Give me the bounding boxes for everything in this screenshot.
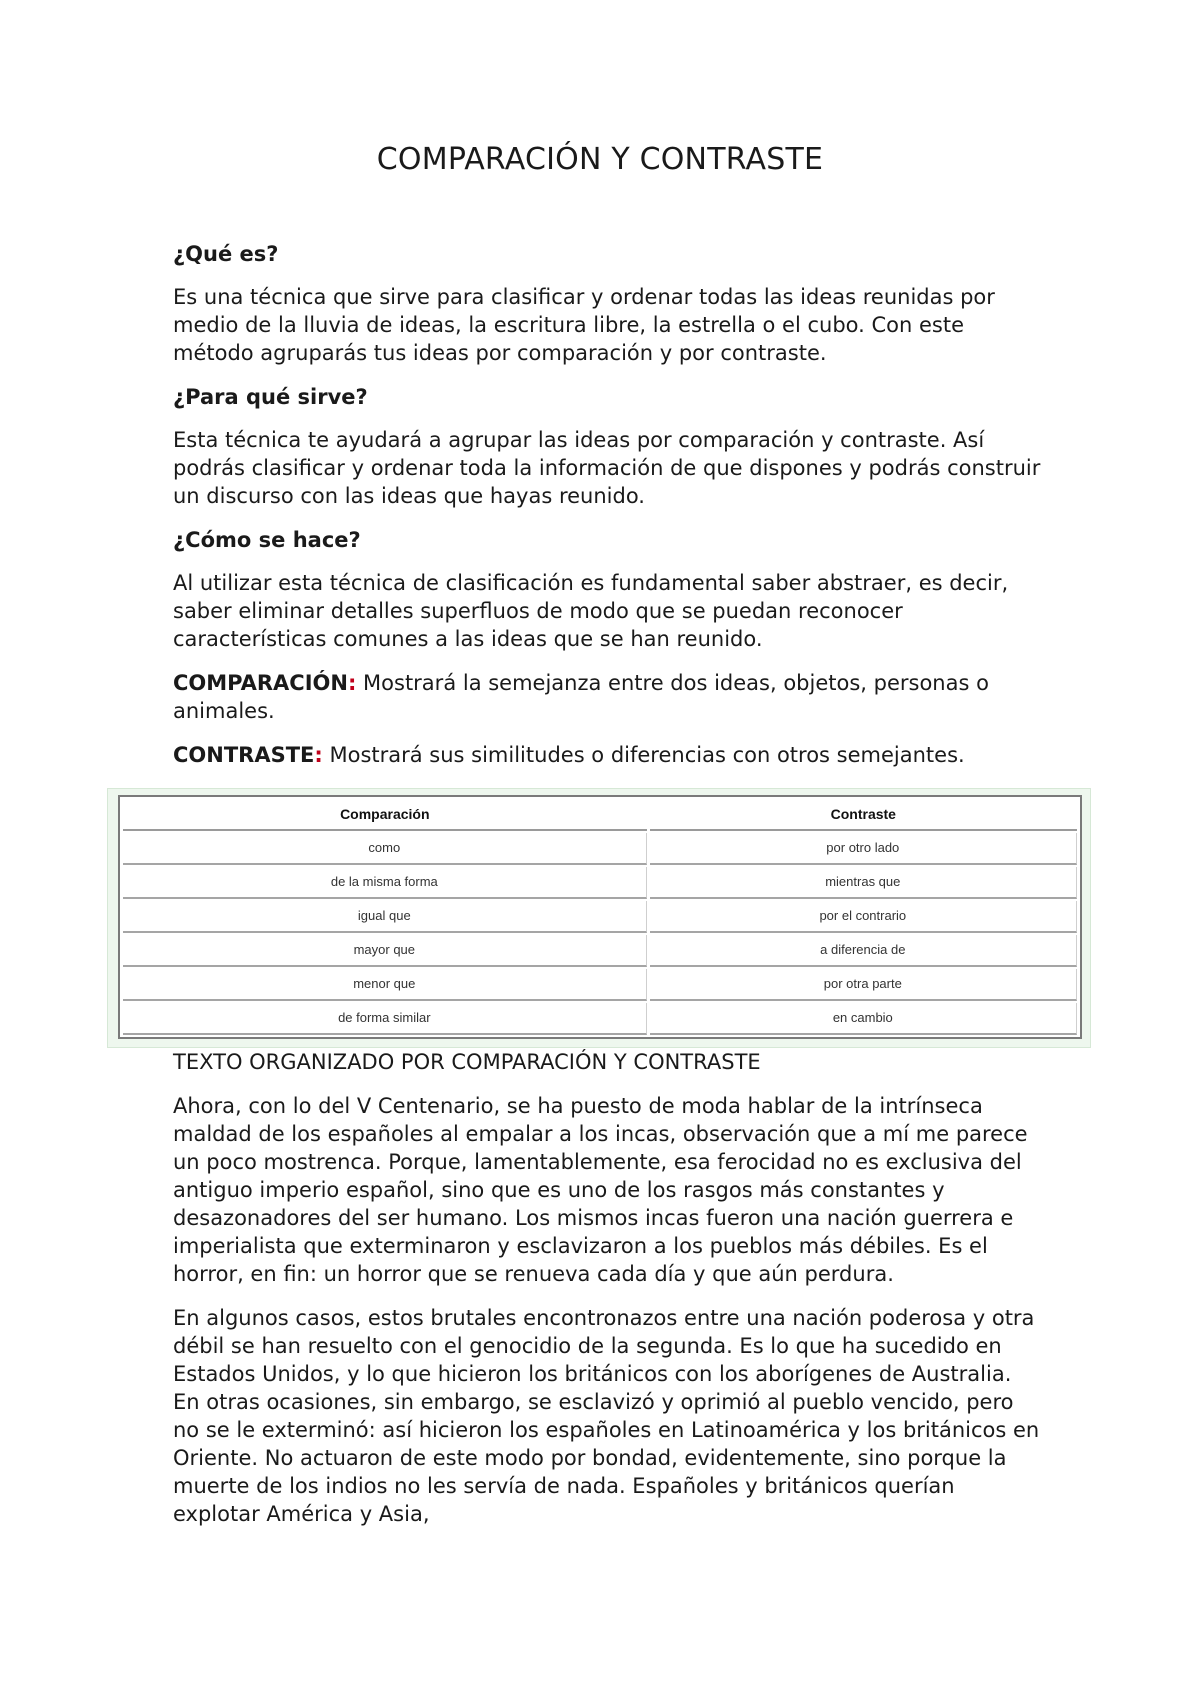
table-cell: de forma similar: [123, 1003, 647, 1035]
definition-text: Mostrará la semejanza entre dos ideas, objetos, personas o animales.: [173, 671, 989, 723]
table-row: [123, 935, 1077, 967]
table-row: [123, 969, 1077, 1001]
page-title: COMPARACIÓN Y CONTRASTE: [376, 142, 824, 177]
table-row: [123, 833, 1077, 865]
section-heading-que-es: ¿Qué es?: [173, 242, 279, 266]
definition-comparacion: [173, 669, 1043, 725]
table-cell: en cambio: [650, 1003, 1077, 1035]
connectors-table-container: [107, 788, 1091, 1048]
table-cell: por otra parte: [650, 969, 1077, 1001]
section-heading-como-se-hace: ¿Cómo se hace?: [173, 528, 361, 552]
table-cell: mayor que: [123, 935, 647, 967]
table-cell: por otro lado: [650, 833, 1077, 865]
section-text-que-es: Es una técnica que sirve para clasificar y ordenar todas las ideas reunidas por medio de la lluvia de ideas, la escritura libre, la estrella o el cubo. Con este método agruparás tus ideas por comparación y por contraste.: [173, 285, 995, 365]
definition-term: CONTRASTE: [173, 743, 315, 767]
table-row: [123, 901, 1077, 933]
connectors-table: [118, 795, 1082, 1039]
definition-term: COMPARACIÓN: [173, 671, 348, 695]
document-body: [173, 240, 1043, 1544]
table-cell: igual que: [123, 901, 647, 933]
column-header-comparacion: Comparación: [123, 799, 647, 831]
column-header-contraste: Contraste: [650, 799, 1077, 831]
section-heading-para-que-sirve: ¿Para qué sirve?: [173, 385, 368, 409]
table-cell: por el contrario: [650, 901, 1077, 933]
table-cell: mientras que: [650, 867, 1077, 899]
text-paragraph: En algunos casos, estos brutales encontronazos entre una nación poderosa y otra débil se han resuelto con el genocidio de la segunda. Es lo que ha sucedido en Estados Unidos, y lo que hicieron los británicos con los aborígenes de Australia. En otras ocasiones, sin embargo, se esclavizó y oprimió al pueblo vencido, pero no se le exterminó: así hicieron los españoles en Latinoamérica y los británicos en Oriente. No actuaron de este modo por bondad, evidentemente, sino porque la muerte de los indios no les servía de nada. Españoles y británicos querían explotar América y Asia,: [173, 1306, 1040, 1526]
table-header-row: [123, 799, 1077, 831]
table-cell: de la misma forma: [123, 867, 647, 899]
table-row: [123, 1003, 1077, 1035]
definition-colon: :: [314, 743, 323, 767]
text-section-heading: TEXTO ORGANIZADO POR COMPARACIÓN Y CONTRASTE: [173, 1050, 761, 1074]
table-cell: a diferencia de: [650, 935, 1077, 967]
text-section-body: [173, 1092, 1043, 1528]
table-cell: menor que: [123, 969, 647, 1001]
table-cell: como: [123, 833, 647, 865]
section-text-como-se-hace: Al utilizar esta técnica de clasificación es fundamental saber abstraer, es decir, saber eliminar detalles superfluos de modo que se puedan reconocer características comunes a las ideas que se han reunido.: [173, 571, 1009, 651]
definition-text: Mostrará sus similitudes o diferencias con otros semejantes.: [322, 743, 965, 767]
section-text-para-que-sirve: Esta técnica te ayudará a agrupar las ideas por comparación y contraste. Así podrás clasificar y ordenar toda la información de que dispones y podrás construir un discurso con las ideas que hayas reunido.: [173, 428, 1041, 508]
definition-contraste: [173, 741, 1043, 769]
table-row: [123, 867, 1077, 899]
definition-colon: :: [347, 671, 357, 695]
text-paragraph: Ahora, con lo del V Centenario, se ha puesto de moda hablar de la intrínseca maldad de los españoles al empalar a los incas, observación que a mí me parece un poco mostrenca. Porque, lamentablemente, esa ferocidad no es exclusiva del antiguo imperio español, sino que es uno de los rasgos más constantes y desazonadores del ser humano. Los mismos incas fueron una nación guerrera e imperialista que exterminaron y esclavizaron a los pueblos más débiles. Es el horror, en fin: un horror que se renueva cada día y que aún perdura.: [173, 1094, 1028, 1286]
